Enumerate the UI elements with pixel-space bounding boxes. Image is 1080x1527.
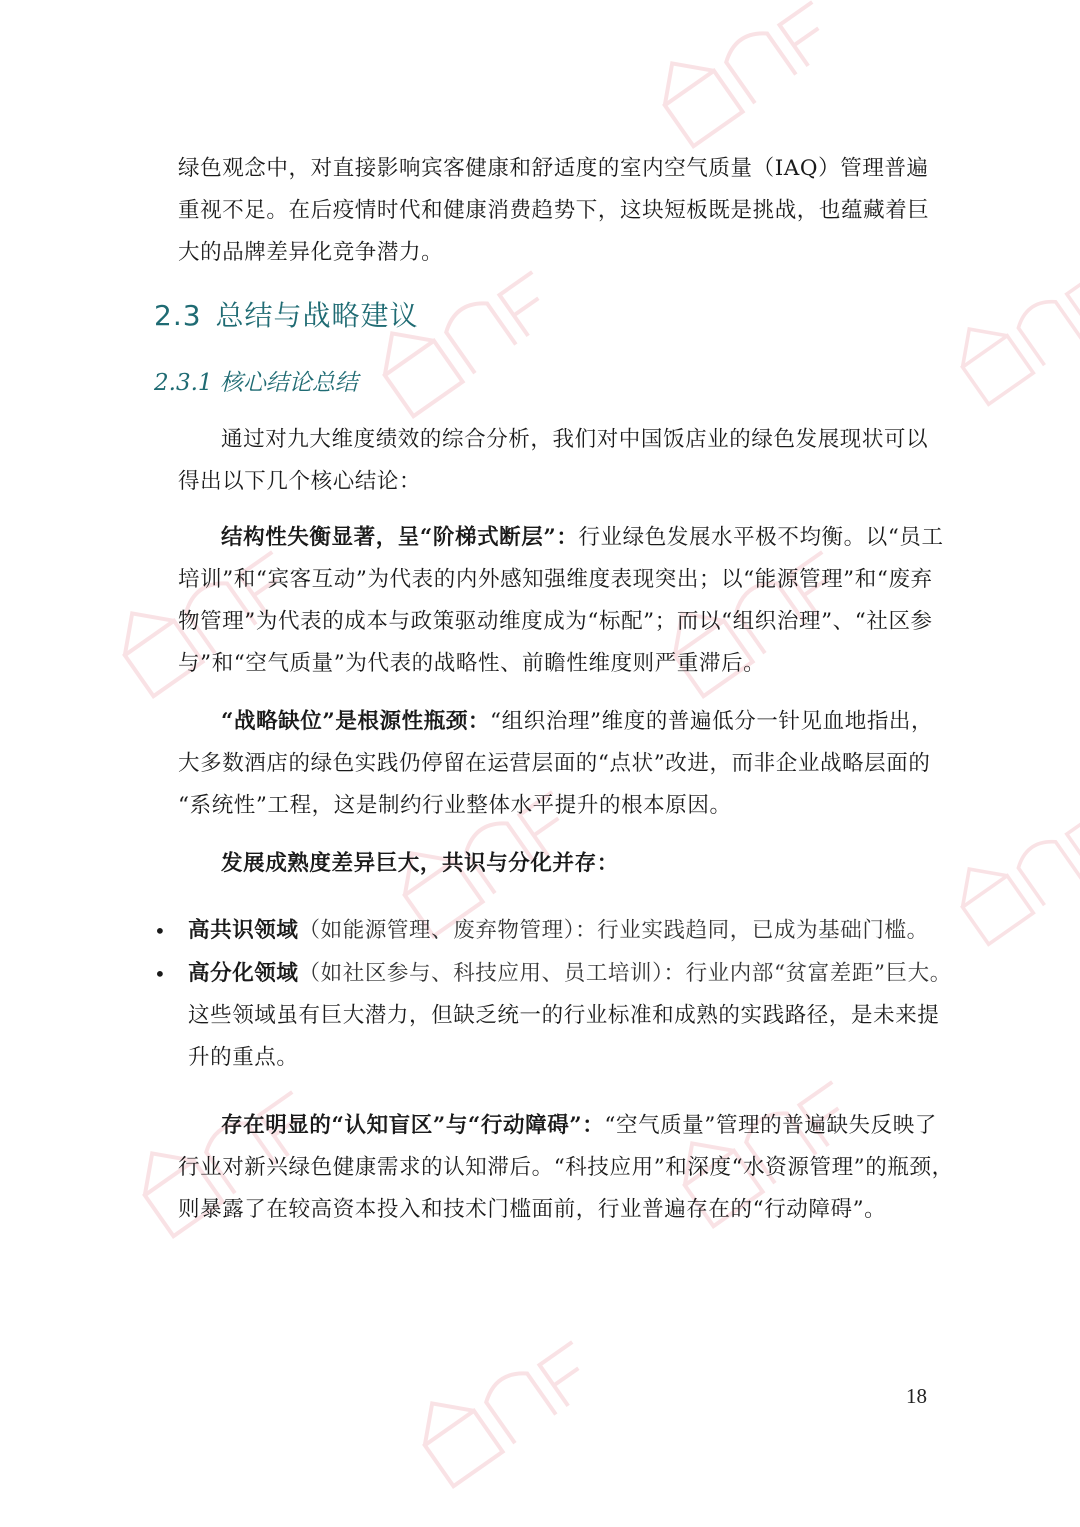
bullet-text: （如能源管理、废弃物管理）：行业实践趋同，已成为基础门槛。 — [298, 918, 929, 943]
conclusion-paragraph-1 — [178, 517, 944, 685]
intro-line: 绿色观念中，对直接影响宾客健康和舒适度的室内空气质量（IAQ）管理普遍 — [178, 156, 929, 181]
bullet-title: 高分化领域 — [188, 961, 299, 986]
conclusion-text: 行业绿色发展水平极不均衡。以“员工 — [578, 525, 944, 550]
conclusion-title: 存在明显的“认知盲区”与“行动障碍”： — [221, 1113, 605, 1138]
lead-line: 通过对九大维度绩效的综合分析，我们对中国饭店业的绿色发展现状可以 — [221, 427, 929, 452]
page-number: 18 — [906, 1384, 927, 1408]
intro-paragraph — [178, 148, 938, 274]
conclusion-line: 行业对新兴绿色健康需求的认知滞后。“科技应用”和深度“水资源管理”的瓶颈， — [178, 1155, 954, 1180]
section-number: 2.3 — [154, 299, 202, 332]
list-item — [154, 910, 954, 952]
bullet-icon: • — [154, 962, 167, 986]
conclusion-text: “组织治理”维度的普遍低分一针见血地指出， — [490, 709, 934, 734]
conclusion-line: 与”和“空气质量”为代表的战略性、前瞻性维度则严重滞后。 — [178, 651, 766, 676]
bullet-line: 这些领域虽有巨大潜力，但缺乏统一的行业标准和成熟的实践路径，是未来提 — [188, 1003, 940, 1028]
bullet-line: 升的重点。 — [188, 1045, 299, 1070]
conclusion-title: 发展成熟度差异巨大，共识与分化并存： — [221, 851, 619, 876]
conclusion-line: “系统性”工程，这是制约行业整体水平提升的根本原因。 — [178, 793, 732, 818]
intro-line: 大的品牌差异化竞争潜力。 — [178, 240, 444, 265]
conclusion-paragraph-4 — [178, 1105, 954, 1231]
list-item — [154, 953, 954, 1079]
bullet-title: 高共识领域 — [188, 918, 299, 943]
conclusion-paragraph-2 — [178, 701, 938, 827]
conclusion-line: 物管理”为代表的成本与政策驱动维度成为“标配”；而以“组织治理”、“社区参 — [178, 609, 933, 634]
lead-paragraph — [178, 419, 938, 503]
section-heading — [154, 294, 419, 334]
subsection-heading: 2.3.1 核心结论总结 — [154, 370, 358, 396]
lead-line: 得出以下几个核心结论： — [178, 469, 422, 494]
conclusion-line: 则暴露了在较高资本投入和技术门槛面前，行业普遍存在的“行动障碍”。 — [178, 1197, 887, 1222]
bullet-icon: • — [154, 919, 167, 943]
conclusion-paragraph-3 — [178, 843, 938, 885]
conclusion-text: “空气质量”管理的普遍缺失反映了 — [604, 1113, 937, 1138]
section-title: 总结与战略建议 — [215, 299, 419, 332]
conclusion-title: 结构性失衡显著，呈“阶梯式断层”： — [221, 525, 579, 550]
bullet-text: （如社区参与、科技应用、员工培训）：行业内部“贫富差距”巨大。 — [298, 961, 952, 986]
conclusion-line: 培训”和“宾客互动”为代表的内外感知强维度表现突出；以“能源管理”和“废弃 — [178, 567, 933, 592]
intro-line: 重视不足。在后疫情时代和健康消费趋势下，这块短板既是挑战，也蕴藏着巨 — [178, 198, 930, 223]
conclusion-line: 大多数酒店的绿色实践仍停留在运营层面的“点状”改进，而非企业战略层面的 — [178, 751, 931, 776]
conclusion-title: “战略缺位”是根源性瓶颈： — [221, 709, 491, 734]
